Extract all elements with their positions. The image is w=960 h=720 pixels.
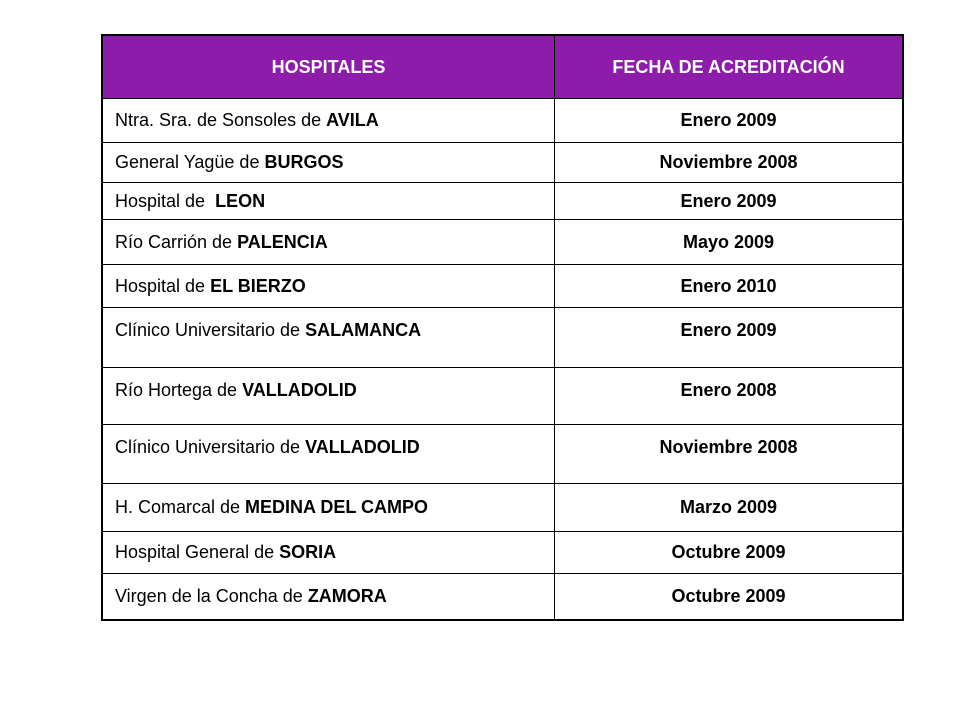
hospital-name-cell bbox=[103, 425, 555, 483]
hospital-name-prefix: Clínico Universitario de bbox=[115, 320, 306, 340]
hospital-name-prefix: Río Hortega de bbox=[115, 380, 243, 400]
hospital-city: LEON bbox=[215, 190, 266, 211]
hospital-name-prefix: Hospital General de bbox=[115, 542, 280, 562]
accreditation-date-cell: Enero 2010 bbox=[680, 275, 777, 296]
table-row bbox=[103, 531, 902, 573]
hospital-city: BURGOS bbox=[264, 152, 344, 172]
table-row bbox=[103, 424, 902, 483]
hospital-name-prefix: Río Carrión de bbox=[115, 231, 238, 252]
table-row bbox=[103, 182, 902, 219]
hospital-city: PALENCIA bbox=[237, 231, 328, 252]
table-row bbox=[103, 307, 902, 367]
hospital-city: SALAMANCA bbox=[305, 320, 422, 340]
hospital-name-cell bbox=[103, 574, 555, 619]
accreditation-date-cell: Mayo 2009 bbox=[682, 231, 775, 252]
hospital-name-cell bbox=[103, 265, 555, 307]
accreditation-date-cell: Octubre 2009 bbox=[671, 586, 786, 606]
hospital-name-prefix: General Yagüe de bbox=[115, 152, 265, 172]
table-row bbox=[103, 573, 902, 619]
hospital-name-cell bbox=[103, 183, 555, 219]
hospital-city: VALLADOLID bbox=[305, 437, 420, 457]
accreditation-date-cell: Octubre 2009 bbox=[671, 542, 786, 562]
accreditation-date-cell: Marzo 2009 bbox=[679, 497, 778, 517]
table-row bbox=[103, 98, 902, 142]
accreditation-date-cell: Enero 2009 bbox=[680, 320, 777, 340]
hospital-name-prefix: Hospital de bbox=[115, 190, 216, 211]
hospital-name-cell bbox=[103, 368, 555, 424]
hospital-name-cell bbox=[103, 484, 555, 531]
table-row bbox=[103, 142, 902, 182]
hospital-name-prefix: Virgen de la Concha de bbox=[115, 586, 308, 606]
accreditation-date-cell: Enero 2009 bbox=[680, 110, 777, 130]
hospital-name-prefix: H. Comarcal de bbox=[115, 497, 246, 517]
hospital-city: AVILA bbox=[326, 110, 379, 130]
hospital-name-cell bbox=[103, 99, 555, 142]
column-header-hospitales: HOSPITALES bbox=[103, 36, 555, 98]
hospital-city: EL BIERZO bbox=[210, 275, 306, 296]
hospital-city: VALLADOLID bbox=[242, 380, 357, 400]
accreditation-date-cell: Noviembre 2008 bbox=[659, 152, 798, 172]
hospital-accreditation-table bbox=[101, 34, 904, 621]
hospital-name-cell bbox=[103, 220, 555, 264]
accreditation-date-cell: Enero 2009 bbox=[680, 190, 777, 211]
hospital-city: SORIA bbox=[279, 542, 337, 562]
hospital-name-prefix: Ntra. Sra. de Sonsoles de bbox=[115, 110, 327, 130]
table-row bbox=[103, 367, 902, 424]
accreditation-date-cell: Enero 2008 bbox=[680, 380, 777, 400]
hospital-name-prefix: Hospital de bbox=[115, 275, 211, 296]
table-row bbox=[103, 264, 902, 307]
table-header-row bbox=[103, 36, 902, 98]
hospital-name-prefix: Clínico Universitario de bbox=[115, 437, 306, 457]
table-row bbox=[103, 483, 902, 531]
hospital-city: ZAMORA bbox=[307, 586, 387, 606]
accreditation-date-cell: Noviembre 2008 bbox=[659, 437, 798, 457]
column-header-fecha: FECHA DE ACREDITACIÓN bbox=[612, 56, 845, 77]
hospital-name-cell bbox=[103, 143, 555, 182]
hospital-name-cell bbox=[103, 532, 555, 573]
hospital-city: MEDINA DEL CAMPO bbox=[245, 497, 429, 517]
hospital-name-cell bbox=[103, 308, 555, 367]
table-row bbox=[103, 219, 902, 264]
